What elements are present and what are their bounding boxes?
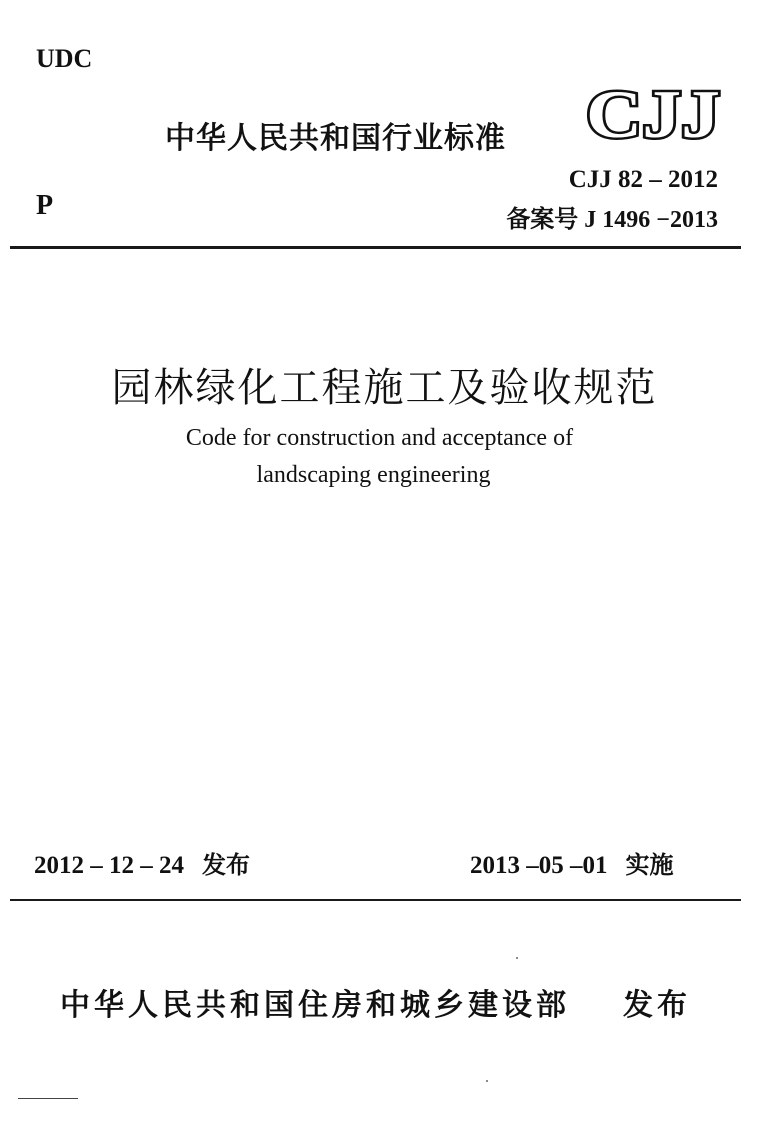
page-edge-mark [18,1098,78,1099]
scan-speck [486,1080,488,1082]
standard-series-title: 中华人民共和国行业标准 [165,121,506,156]
effective-date-label: 实施 [625,851,674,879]
filing-number: 备案号 J 1496 −2013 [506,207,718,233]
standard-number: CJJ 82 – 2012 [568,166,718,193]
scan-speck [516,957,518,959]
document-title-chinese: 园林绿化工程施工及验收规范 [111,365,658,411]
category-label: P [36,190,54,221]
issue-date-block [34,845,250,880]
header-divider [10,246,741,249]
issue-date-label: 发布 [202,851,250,879]
cjj-logo [583,83,723,141]
udc-label: UDC [36,44,93,73]
issuing-authority-label: 发布 [623,988,691,1023]
document-title-english-line1: Code for construction and acceptance of [185,425,574,451]
issue-date: 2012 – 12 – 24 [34,852,184,879]
document-title-english-line2: landscaping engineering [256,462,491,488]
cjj-logo-text: CJJ [586,83,720,141]
issuing-authority: 中华人民共和国住房和城乡建设部 [60,988,570,1023]
footer-divider [10,899,741,901]
effective-date-block [470,845,674,880]
effective-date: 2013 –05 –01 [470,852,608,879]
